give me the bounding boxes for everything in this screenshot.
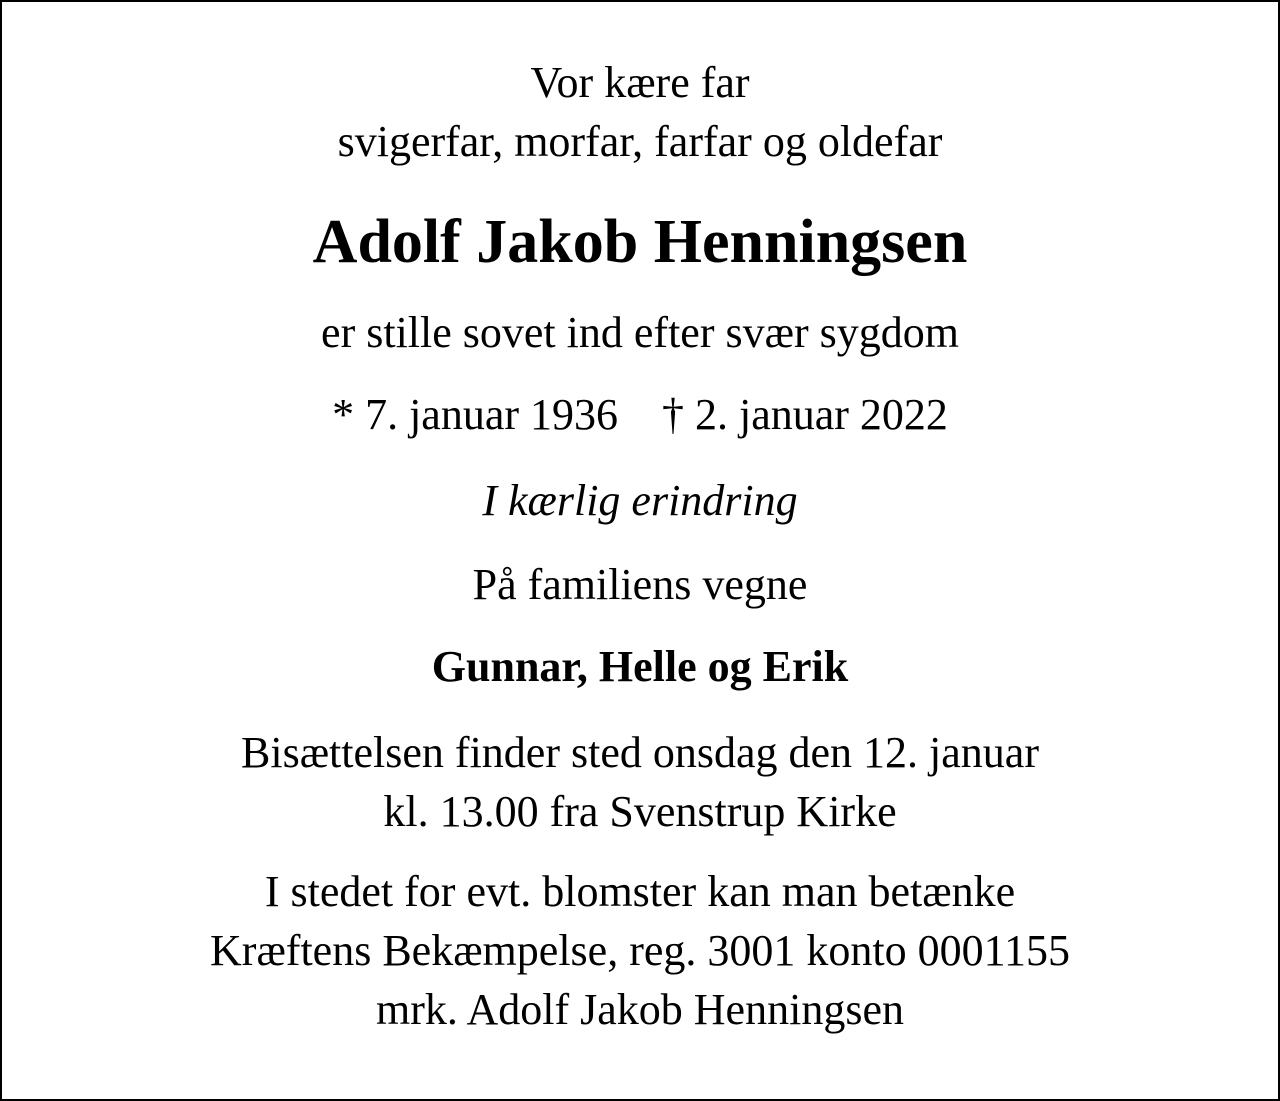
subtitle: er stille sovet ind efter svær sygdom <box>321 308 959 357</box>
intro-line-2: svigerfar, morfar, farfar og oldefar <box>337 117 943 166</box>
intro-line-1: Vor kære far <box>530 58 750 107</box>
funeral-line-1: Bisættelsen finder sted onsdag den 12. januar <box>241 728 1039 777</box>
donation-line-1: I stedet for evt. blomster kan man betænke <box>264 867 1016 916</box>
dates-line <box>0 390 1280 439</box>
donation-line-2: Kræftens Bekæmpelse, reg. 3001 konto 0001155 <box>210 926 1070 975</box>
funeral-line-2: kl. 13.00 fra Svenstrup Kirke <box>383 787 897 836</box>
donation-line-3: mrk. Adolf Jakob Henningsen <box>376 985 904 1034</box>
remembrance: I kærlig erindring <box>482 476 798 525</box>
family-names: Gunnar, Helle og Erik <box>431 642 849 691</box>
death-date: † 2. januar 2022 <box>662 390 948 439</box>
family-intro: På familiens vegne <box>472 560 808 609</box>
birth-date: * 7. januar 1936 <box>332 390 618 439</box>
deceased-name: Adolf Jakob Henningsen <box>312 208 968 276</box>
